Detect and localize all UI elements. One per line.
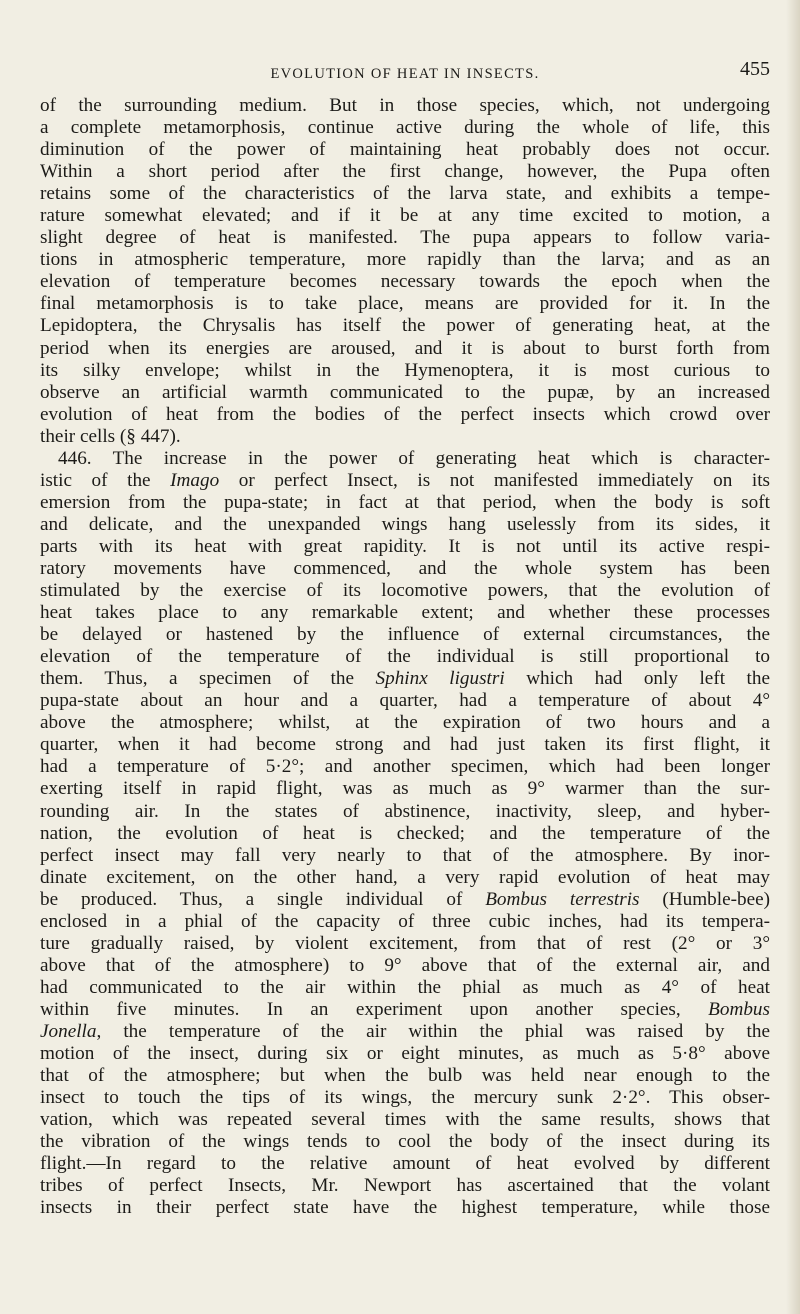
- text-line: nation, the evolution of heat is checked; and the temperature of the: [40, 822, 770, 844]
- text-line: insects in their perfect state have the highest temperature, while those: [40, 1197, 770, 1219]
- text-line: of the surrounding medium. But in those species, which, not undergoing: [40, 95, 770, 116]
- text-line: [40, 1021, 770, 1043]
- text-line: heat takes place to any remarkable extent; and whether these processes: [40, 602, 770, 624]
- text-line: Within a short period after the first change, however, the Pupa often: [40, 161, 770, 183]
- text-run: be produced. Thus, a single individual of: [40, 888, 486, 910]
- text-line: vation, which was repeated several times with the same results, shows that: [40, 1109, 770, 1131]
- page-edge-shadow: [786, 0, 800, 1314]
- text-line: pupa-state about an hour and a quarter, had a temperature of about 4°: [40, 690, 770, 712]
- text-line: observe an artificial warmth communicated to the pupæ, by an increased: [40, 381, 770, 403]
- text-line: retains some of the characteristics of the larva state, and exhibits a tempe-: [40, 183, 770, 205]
- text-line: parts with its heat with great rapidity. It is not until its active respi-: [40, 535, 770, 557]
- text-line: a complete metamorphosis, continue active during the whole of life, this: [40, 117, 770, 139]
- text-line: period when its energies are aroused, and it is about to burst forth from: [40, 337, 770, 359]
- text-line: insect to touch the tips of its wings, the mercury sunk 2·2°. This obser-: [40, 1087, 770, 1109]
- text-line: its silky envelope; whilst in the Hymenoptera, it is most curious to: [40, 359, 770, 381]
- text-run: or perfect Insect, is not manifested immediately on its: [219, 469, 770, 491]
- page-header: [40, 58, 770, 90]
- text-line: [40, 999, 770, 1021]
- text-line: their cells (§ 447).: [40, 425, 181, 447]
- text-line: above that of the atmosphere) to 9° above that of the external air, and: [40, 954, 770, 976]
- text-line: perfect insect may fall very nearly to that of the atmosphere. By inor-: [40, 844, 770, 866]
- text-line: rature somewhat elevated; and if it be at any time excited to motion, a: [40, 205, 770, 227]
- text-run: Sphinx ligustri: [375, 668, 505, 690]
- text-line: had a temperature of 5·2°; and another specimen, which had been longer: [40, 756, 770, 778]
- text-line: that of the atmosphere; but when the bulb was held near enough to the: [40, 1065, 770, 1087]
- text-line: 446. The increase in the power of generating heat which is character-: [58, 447, 770, 469]
- page-number: 455: [740, 58, 770, 80]
- text-run: istic of the: [40, 469, 171, 491]
- text-line: motion of the insect, during six or eight minutes, as much as 5·8° above: [40, 1043, 770, 1065]
- text-line: evolution of heat from the bodies of the perfect insects which crowd over: [40, 403, 770, 425]
- text-line: [40, 470, 770, 492]
- text-line: Lepidoptera, the Chrysalis has itself the power of generating heat, at the: [40, 315, 770, 337]
- text-line: elevation of the temperature of the individual is still proportional to: [40, 646, 770, 668]
- text-run: Imago: [170, 469, 220, 491]
- text-line: emersion from the pupa-state; in fact at that period, when the body is soft: [40, 491, 770, 513]
- text-run: them. Thus, a specimen of the: [40, 668, 376, 690]
- body-text: [40, 95, 770, 1219]
- text-line: flight.—In regard to the relative amount of heat evolved by different: [40, 1153, 770, 1175]
- text-line: [40, 668, 770, 690]
- text-line: and delicate, and the unexpanded wings hang uselessly from its sides, it: [40, 513, 770, 535]
- text-run: Jonella: [40, 1020, 97, 1042]
- text-line: stimulated by the exercise of its locomotive powers, that the evolution of: [40, 580, 770, 602]
- running-title: EVOLUTION OF HEAT IN INSECTS.: [270, 66, 540, 82]
- text-line: tions in atmospheric temperature, more rapidly than the larva; and as an: [40, 249, 770, 271]
- text-line: had communicated to the air within the phial as much as 4° of heat: [40, 976, 770, 998]
- text-line: tribes of perfect Insects, Mr. Newport has ascertained that the volant: [40, 1175, 770, 1197]
- text-line: final metamorphosis is to take place, means are provided for it. In the: [40, 293, 770, 315]
- text-line: ratory movements have commenced, and the whole system has been: [40, 557, 770, 579]
- text-run: within five minutes. In an experiment upon another species,: [40, 998, 709, 1020]
- text-run: (Humble-bee): [639, 888, 770, 910]
- text-line: slight degree of heat is manifested. The pupa appears to follow varia-: [40, 227, 770, 249]
- text-line: above the atmosphere; whilst, at the expiration of two hours and a: [40, 712, 770, 734]
- text-line: ture gradually raised, by violent excitement, from that of rest (2° or 3°: [40, 932, 770, 954]
- text-line: elevation of temperature becomes necessary towards the epoch when the: [40, 271, 770, 293]
- text-line: diminution of the power of maintaining heat probably does not occur.: [40, 139, 770, 161]
- text-line: the vibration of the wings tends to cool the body of the insect during its: [40, 1131, 770, 1153]
- text-line: rounding air. In the states of abstinence, inactivity, sleep, and hyber-: [40, 800, 770, 822]
- text-run: Bombus: [708, 998, 770, 1020]
- text-run: which had only left the: [504, 668, 770, 690]
- text-line: quarter, when it had become strong and had just taken its first flight, it: [40, 734, 770, 756]
- text-line: enclosed in a phial of the capacity of three cubic inches, had its tempera-: [40, 910, 770, 932]
- text-line: exerting itself in rapid flight, was as much as 9° warmer than the sur-: [40, 778, 770, 800]
- text-run: , the temperature of the air within the phial was raised by the: [96, 1020, 770, 1042]
- text-line: [40, 889, 770, 911]
- text-run: Bombus terrestris: [485, 888, 640, 910]
- text-line: be delayed or hastened by the influence of external circumstances, the: [40, 624, 770, 646]
- text-line: dinate excitement, on the other hand, a very rapid evolution of heat may: [40, 866, 770, 888]
